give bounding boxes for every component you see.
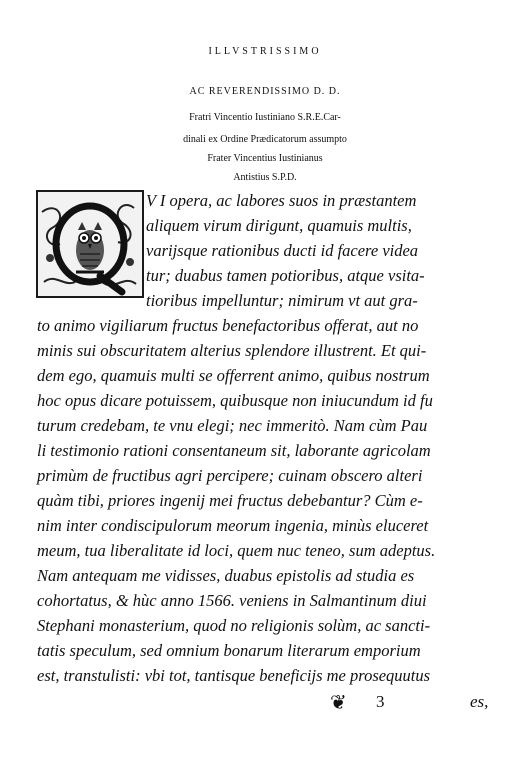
text-line: dem ego, quamuis multi se offerrent animo, quibus nostrum [37,366,430,385]
dedication-title: ILLVSTRISSIMO [208,46,322,57]
text-line: primùm de fructibus agri percipere; cuinam obscero alteri [37,466,423,485]
text-line: est, transtulisti: vbi tot, tantisque beneficijs me prosequutus [37,666,431,685]
text-line: cohortatus, & hùc anno 1566. veniens in Salmantinum diui [37,591,427,610]
catchword: es, [470,692,489,711]
text-line: minis sui obscuritatem alterius splendore illustrent. Et qui- [37,341,427,360]
addressee-line: Fratri Vincentio Iustiniano S.R.E.Car- [189,112,341,123]
signature-mark: 3 [376,692,385,711]
text-line: tioribus impelluntur; nimirum vt aut gra- [146,291,418,310]
text-line: nim inter condiscipulorum meorum ingenia, minùs eluceret [37,516,429,535]
text-line: quàm tibi, priores ingenij mei fructus debebantur? Cùm e- [37,491,423,510]
text-line: meum, tua liberalitate id loci, quem nuc teneo, sum adeptus. [37,541,436,560]
text-line: tur; duabus tamen potioribus, atque vsita- [146,266,425,285]
decorated-initial-q [36,190,144,298]
author-line: Frater Vincentius Iustinianus [207,153,323,164]
text-line: Stephani monasterium, quod no religionis solùm, ac sancti- [37,616,431,635]
text-line: aliquem virum dirigunt, quamuis multis, [146,216,412,235]
text-line: V I opera, ac labores suos in præstantem [146,191,417,210]
text-line: tatis speculum, sed omnium bonarum literarum emporium [37,641,421,660]
text-line: li testimonio rationi consentaneum sit, laborante agricolam [37,441,431,460]
text-line: to animo vigiliarum fructus benefactoribus offerat, aut no [37,316,419,335]
text-line: turum credebam, te vnu elegi; nec immeritò. Nam cùm Pau [37,416,428,435]
fleuron-icon: ❦ [330,692,347,714]
text-line: Nam antequam me vidisses, duabus epistolis ad studia es [37,566,415,585]
salutation-line: Antistius S.P.D. [233,172,297,183]
text-line: varijsque rationibus ducti id facere videa [146,241,419,260]
addressee-line-continued: dinali ex Ordine Prædicatorum assumpto [183,134,347,145]
dedication-subtitle: AC REVERENDISSIMO D. D. [189,86,341,97]
text-line: hoc opus dicare potuissem, quibusque non iniucundum id fu [37,391,433,410]
